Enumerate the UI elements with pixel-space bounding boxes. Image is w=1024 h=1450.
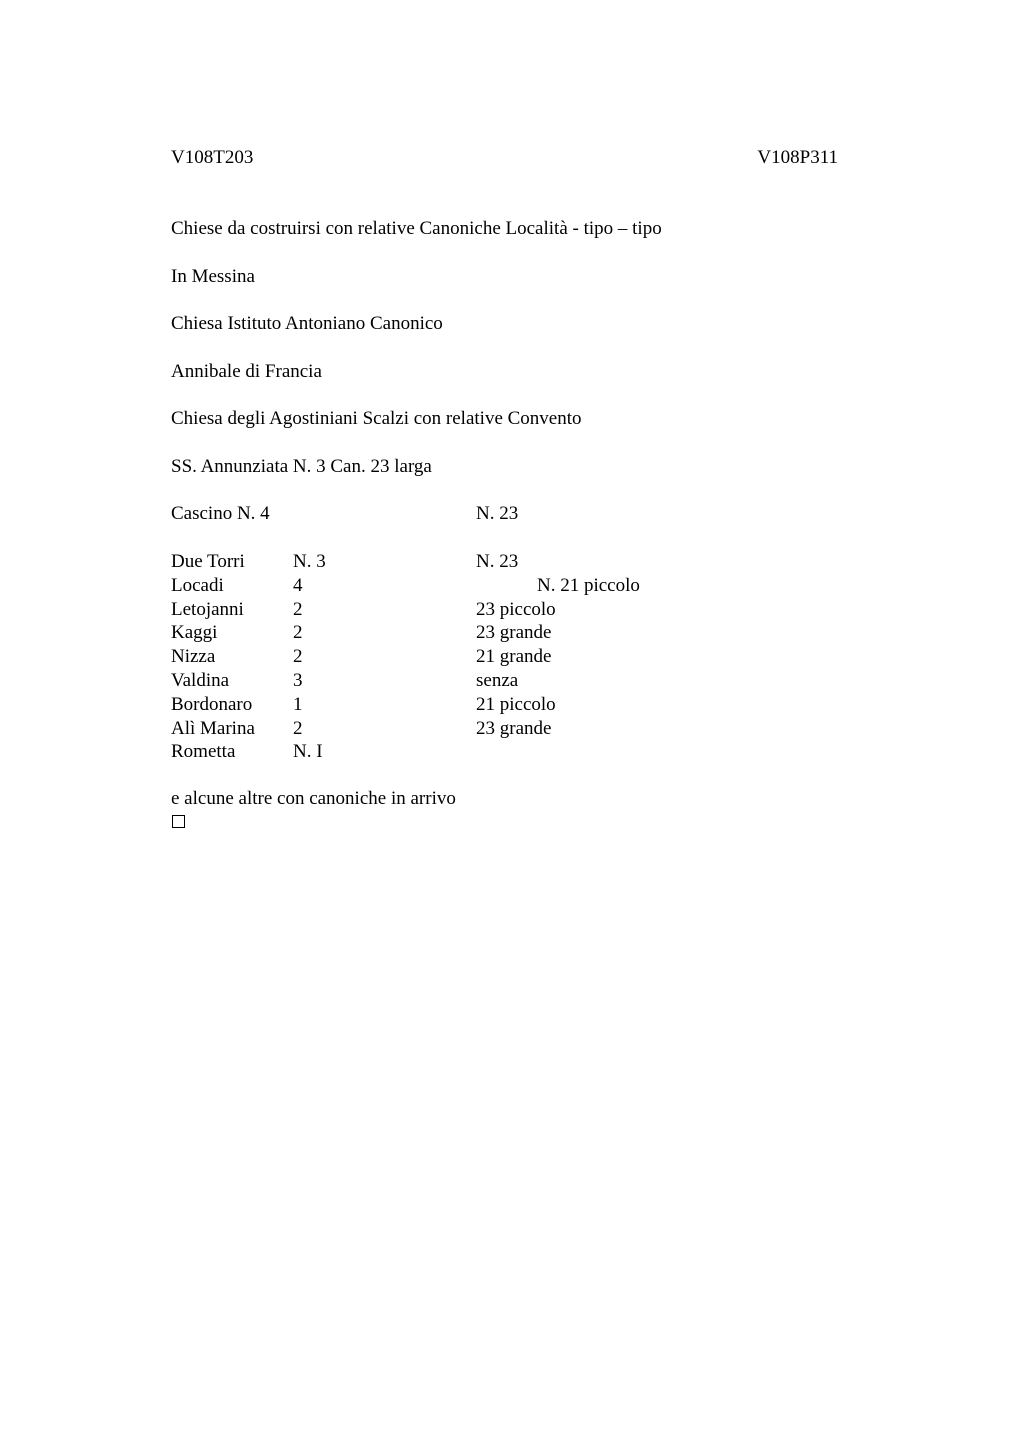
checkbox-square-icon xyxy=(172,815,185,828)
row-type: senza xyxy=(476,669,519,691)
row-place: Alì Marina xyxy=(171,717,255,739)
table-row xyxy=(171,717,771,741)
row-number: 2 xyxy=(293,717,303,739)
table-row xyxy=(171,740,771,764)
table-row xyxy=(171,645,771,669)
row-number: 4 xyxy=(293,574,303,596)
row-place: Kaggi xyxy=(171,622,218,644)
table-row xyxy=(171,574,771,598)
row-place: Bordonaro xyxy=(171,693,253,715)
row-type: N. 21 piccolo xyxy=(537,574,640,596)
row-number: N. I xyxy=(293,741,323,763)
row-type: 21 piccolo xyxy=(476,693,556,715)
row-type: 23 grande xyxy=(476,717,552,739)
annunziata-line: SS. Annunziata N. 3 Can. 23 larga xyxy=(171,456,432,477)
document-title: Chiese da costruirsi con relative Canoniche Località - tipo – tipo xyxy=(171,218,662,239)
row-place: Valdina xyxy=(171,669,230,691)
row-number: 1 xyxy=(293,693,303,715)
row-place: Rometta xyxy=(171,741,236,763)
cascino-type: N. 23 xyxy=(476,503,519,524)
table-row xyxy=(171,693,771,717)
table-row xyxy=(171,669,771,693)
row-number: 2 xyxy=(293,622,303,644)
church-line-2: Chiesa degli Agostiniani Scalzi con relative Convento xyxy=(171,408,582,429)
church-line-1b: Annibale di Francia xyxy=(171,361,322,382)
header-right-code: V108P311 xyxy=(757,147,838,168)
row-place: Due Torri xyxy=(171,551,245,572)
row-type: 23 grande xyxy=(476,622,552,644)
header-left-code: V108T203 xyxy=(171,147,254,168)
row-number: N. 3 xyxy=(293,551,326,572)
row-place: Locadi xyxy=(171,574,224,596)
table-row xyxy=(171,550,771,574)
row-place: Nizza xyxy=(171,646,216,668)
row-number: 3 xyxy=(293,669,303,691)
location-line: In Messina xyxy=(171,266,255,287)
row-number: 2 xyxy=(293,646,303,668)
row-place: Letojanni xyxy=(171,598,244,620)
church-line-1: Chiesa Istituto Antoniano Canonico xyxy=(171,313,443,334)
table-row xyxy=(171,621,771,645)
row-type: 23 piccolo xyxy=(476,598,556,620)
cascino-place: Cascino N. 4 xyxy=(171,503,270,524)
row-type: 21 grande xyxy=(476,646,552,668)
row-type: N. 23 xyxy=(476,551,519,572)
table-row xyxy=(171,598,771,622)
row-number: 2 xyxy=(293,598,303,620)
closing-line: e alcune altre con canoniche in arrivo xyxy=(171,788,456,809)
localities-table xyxy=(171,550,771,764)
